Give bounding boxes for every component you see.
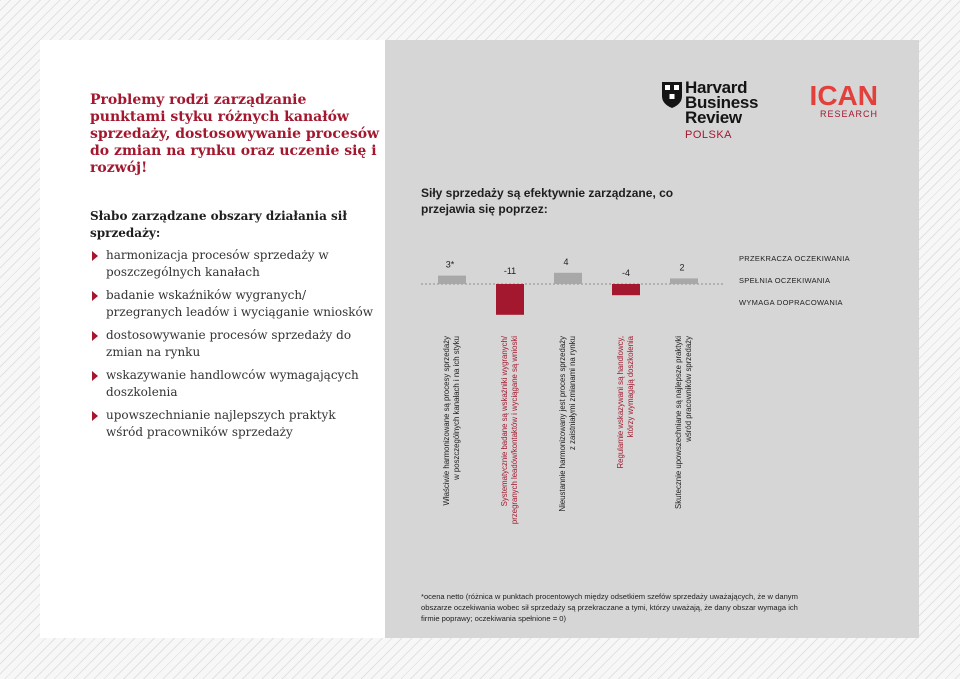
category-label-line: Nieustannie harmonizowany jest proces sprzedaży bbox=[558, 336, 567, 512]
arrow-right-icon bbox=[92, 371, 98, 381]
bullet-text: upowszechnianie najlepszych praktyk wśród pracowników sprzedaży bbox=[106, 408, 336, 439]
category-label bbox=[674, 336, 693, 509]
hbr-subtitle: POLSKA bbox=[685, 129, 733, 141]
data-label: 3* bbox=[445, 259, 455, 270]
category-label-line: wśród pracowników sprzedaży bbox=[684, 336, 693, 442]
chart-bar bbox=[670, 278, 698, 284]
category-label-line: Skutecznie upowszechniane są najlepsze praktyki bbox=[674, 336, 683, 509]
category-label bbox=[500, 335, 519, 524]
chart-bar bbox=[554, 273, 582, 284]
chart-title: Siły sprzedaży są efektywnie zarządzane, co przejawia się poprzez: bbox=[421, 186, 674, 216]
data-label: 4 bbox=[563, 256, 569, 267]
bullet-list bbox=[90, 247, 375, 447]
bullet-item bbox=[90, 287, 375, 321]
bullet-text: dostosowywanie procesów sprzedaży do zmian na rynku bbox=[106, 328, 352, 359]
legend-label: PRZEKRACZA OCZEKIWANIA bbox=[739, 254, 850, 263]
chart-bar bbox=[438, 276, 466, 284]
data-label: -4 bbox=[621, 268, 631, 278]
bullet-item bbox=[90, 367, 375, 401]
category-label-line: którzy wymagają doszkolenia bbox=[626, 336, 635, 438]
bullet-text: badanie wskaźników wygranych/ przegranych leadów i wyciąganie wniosków bbox=[106, 288, 373, 319]
bullet-item bbox=[90, 327, 375, 361]
bullet-text: wskazywanie handlowców wymagających doszkolenia bbox=[106, 368, 359, 399]
hbr-line: Harvard bbox=[685, 78, 748, 97]
left-panel bbox=[40, 40, 385, 638]
headline: Problemy rodzi zarządzanie punktami styku różnych kanałów sprzedaży, dostosowywanie procesów do zmian na rynku oraz uczenie się i rozwój! bbox=[90, 92, 380, 176]
category-label-line: Właściwie harmonizowane są procesy sprzedaży bbox=[442, 336, 451, 506]
data-label: -11 bbox=[503, 266, 517, 276]
category-label bbox=[558, 336, 577, 512]
category-label bbox=[616, 335, 635, 468]
bullet-text: harmonizacja procesów sprzedaży w poszczególnych kanałach bbox=[106, 248, 329, 279]
category-label bbox=[442, 336, 461, 506]
hbr-line: Review bbox=[685, 108, 742, 127]
footnote: *ocena netto (różnica w punktach procentowych między odsetkiem szefów sprzedaży uważających, że w danym obszarze oczekiwania wobec sił sprzedaży są przekraczane a tymi, którzy uważają, że dany obszar wymaga ich firmie poprawy; oczekiwania spełnione = 0) bbox=[421, 592, 798, 623]
ican-wordmark: ICAN bbox=[809, 80, 878, 111]
category-label-line: przegranych leadów/kontaktów i wyciągane są wnioski bbox=[510, 336, 519, 525]
bullet-item bbox=[90, 407, 375, 441]
subtitle: Słabo zarządzane obszary działania sił sprzedaży: bbox=[90, 209, 347, 240]
arrow-right-icon bbox=[92, 291, 98, 301]
bar-chart bbox=[385, 40, 919, 585]
chart-bar bbox=[612, 284, 640, 295]
bullet-item bbox=[90, 247, 375, 281]
chart-bar bbox=[496, 284, 524, 315]
data-label: 2 bbox=[679, 262, 685, 273]
category-label-line: Regularnie wskazywani są handlowcy, bbox=[616, 336, 625, 469]
category-label-line: w poszczególnych kanałach i na ich styku bbox=[452, 336, 461, 480]
legend-label: SPEŁNIA OCZEKIWANIA bbox=[739, 276, 831, 285]
arrow-right-icon bbox=[92, 251, 98, 261]
category-label-line: Systematycznie badane są wskaźniki wygranych/ bbox=[500, 336, 509, 507]
arrow-right-icon bbox=[92, 331, 98, 341]
ican-subtitle: RESEARCH bbox=[819, 109, 878, 119]
category-label-line: z zaistniałymi zmianami na rynku bbox=[568, 336, 577, 450]
legend-label: WYMAGA DOPRACOWANIA bbox=[739, 298, 843, 307]
arrow-right-icon bbox=[92, 411, 98, 421]
right-panel bbox=[385, 40, 919, 638]
hbr-line: Business bbox=[685, 93, 759, 112]
